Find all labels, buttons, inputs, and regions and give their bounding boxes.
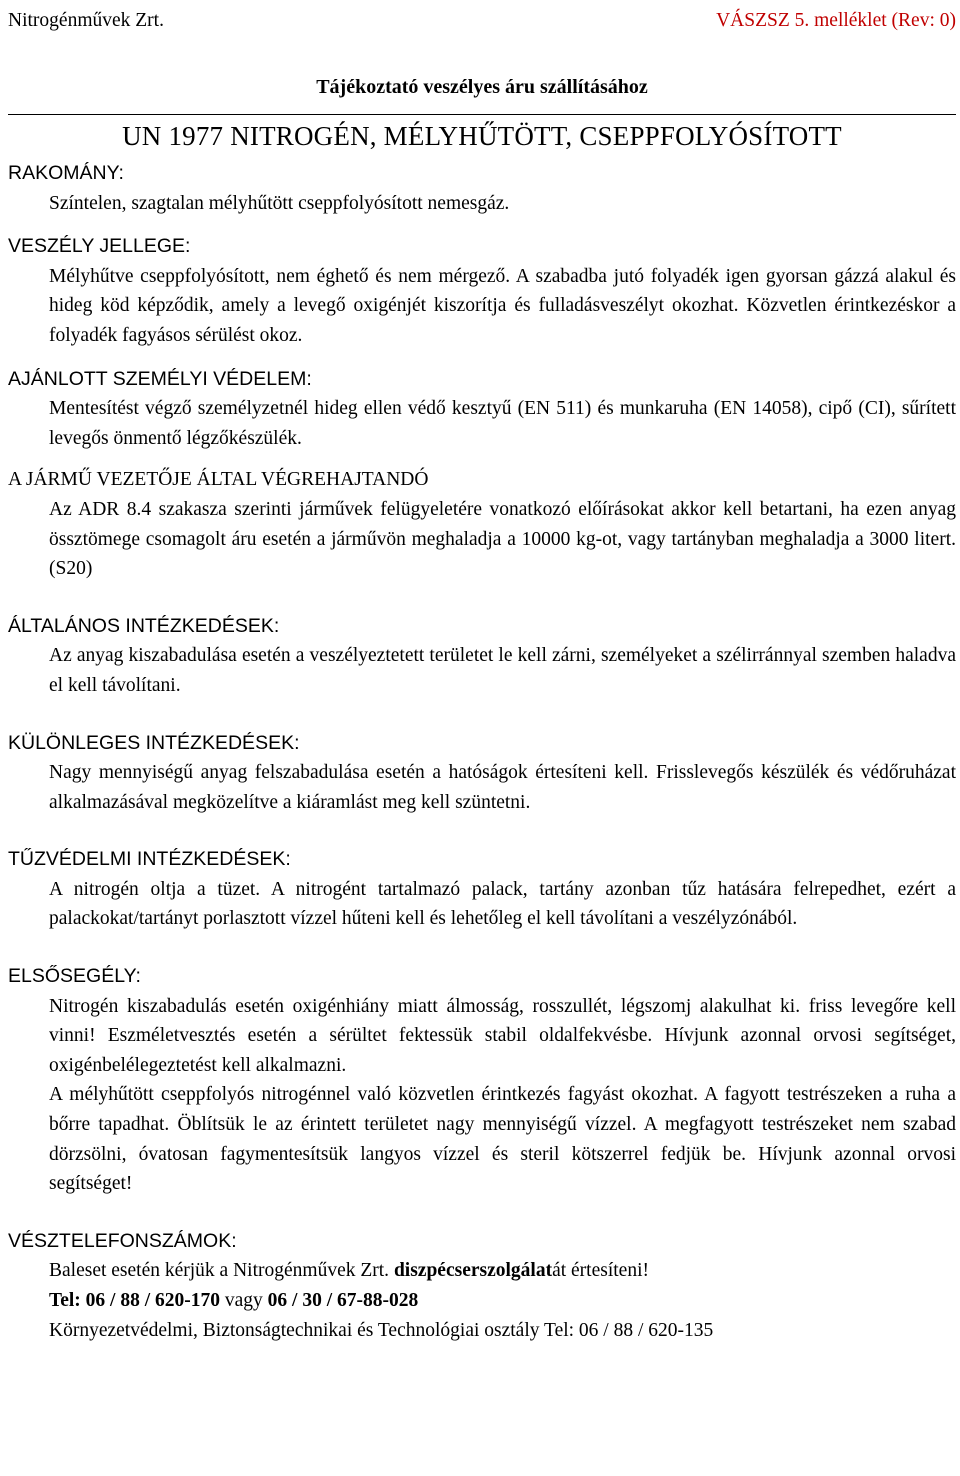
section-heading-altalanos: ÁLTALÁNOS INTÉZKEDÉSEK: <box>8 614 280 637</box>
dispatcher-service: diszpécserszolgálat <box>393 1260 553 1282</box>
document-title: Tájékoztató veszélyes áru szállításához <box>316 76 648 98</box>
page-header <box>8 2 956 40</box>
section-heading-jarmu: A JÁRMŰ VEZETŐJE ÁLTAL VÉGREHAJTANDÓ <box>8 469 429 491</box>
phone-number-secondary: 06 / 30 / 67-88-028 <box>267 1290 419 1311</box>
title-divider <box>8 114 956 115</box>
section-body-altalanos <box>49 641 956 700</box>
elsosegely-text-2: A mélyhűtött cseppfolyós nitrogénnel való közvetlen érintkezés fagyást okozhat. A fagyott testrészeken a ruha a bőrre tapadhat. Öblítsük le az érintett területet nagy mennyiségű vízzel. A megfagyott testrészeket nem szabad dörzsölni, óvatosan fagymentesítsük langyos vízzel és steril kötszerrel fedjük be. Hívjunk azonnal orvosi segítséget! <box>49 1084 956 1195</box>
contact-intro-text: Baleset esetén kérjük a Nitrogénművek Zrt. <box>49 1260 394 1282</box>
emergency-phone-line <box>49 1286 956 1316</box>
jarmu-text: Az ADR 8.4 szakasza szerinti járművek felügyeletére vonatkozó előírásokat akkor kell betartani, ha ezen anyag össztömege csomagolt áru esetén a járművön meghaladja a 10000 kg-ot, vagy tartányban meghaladja a 3000 litert. (S20) <box>49 498 956 580</box>
document-page <box>8 2 956 1345</box>
phone-separator: vagy <box>220 1290 268 1311</box>
section-body-tuzvedelmi <box>49 875 956 934</box>
section-body-rakomany <box>49 189 956 219</box>
contact-outro-text: át értesíteni! <box>552 1260 649 1282</box>
emergency-contact-line <box>49 1256 956 1286</box>
section-body-veszely <box>49 262 956 351</box>
section-body-kulonleges <box>49 758 956 817</box>
section-heading-rakomany: RAKOMÁNY: <box>8 162 124 184</box>
rakomany-text: Színtelen, szagtalan mélyhűtött cseppfolyósított nemesgáz. <box>49 192 510 214</box>
vedelem-text: Mentesítést végző személyzetnél hideg ellen védő kesztyű (EN 511) és munkaruha (EN 14058), cipő (CI), sűrített levegős önmentő légzőkészülék. <box>49 398 956 449</box>
company-name: Nitrogénművek Zrt. <box>8 10 164 31</box>
section-heading-vedelem: AJÁNLOTT SZEMÉLYI VÉDELEM: <box>8 367 312 390</box>
section-heading-telefon: VÉSZTELEFONSZÁMOK: <box>8 1229 237 1252</box>
section-body-jarmu <box>49 495 956 584</box>
section-body-elsosegely <box>49 992 956 1199</box>
altalanos-text: Az anyag kiszabadulása esetén a veszélyeztetett területet le kell zárni, személyeket a szélirránnyal szemben haladva el kell távolítani. <box>49 645 956 696</box>
phone-number-primary: Tel: 06 / 88 / 620-170 <box>49 1290 220 1311</box>
section-heading-tuzvedelmi: TŰZVÉDELMI INTÉZKEDÉSEK: <box>8 848 291 871</box>
veszely-text: Mélyhűtve cseppfolyósított, nem éghető és nem mérgező. A szabadba jutó folyadék igen gyorsan gázzá alakul és hideg köd képződik, amely a levegő oxigénjét kiszorítja és fulladásveszélyt okozhat. Közvetlen érintkezéskor a folyadék fagyásos sérülést okoz. <box>49 265 956 346</box>
document-reference: VÁSZSZ 5. melléklet (Rev: 0) <box>716 10 956 31</box>
section-body-telefon <box>49 1256 956 1345</box>
section-body-vedelem <box>49 394 956 453</box>
section-heading-kulonleges: KÜLÖNLEGES INTÉZKEDÉSEK: <box>8 731 300 754</box>
un-number-title: UN 1977 NITROGÉN, MÉLYHŰTÖTT, CSEPPFOLYÓSÍTOTT <box>122 121 842 151</box>
department-phone-line: Környezetvédelmi, Biztonságtechnikai és Technológiai osztály Tel: 06 / 88 / 620-135 <box>49 1319 714 1341</box>
kulonleges-text: Nagy mennyiségű anyag felszabadulása esetén a hatóságok értesíteni kell. Frisslevegős készülék és védőruházat alkalmazásával megközelítve a kiáramlást meg kell szüntetni. <box>49 762 956 813</box>
section-heading-elsosegely: ELSŐSEGÉLY: <box>8 965 141 988</box>
tuzvedelmi-text: A nitrogén oltja a tüzet. A nitrogént tartalmazó palack, tartány azonban tűz hatására felrepedhet, ezért a palackokat/tartányt porlasztott vízzel hűteni kell és lehetőleg el kell távolítani a veszélyzónából. <box>49 878 956 930</box>
elsosegely-text-1: Nitrogén kiszabadulás esetén oxigénhiány miatt álmosság, rosszullét, légszomj alakulhat ki. friss levegőre kell vinni! Eszméletvesztés esetén a sérültet fektessük stabil oldalfekvésbe. Hívjunk azonnal orvosi segítséget, oxigénbelélegeztetést kell alkalmazni. <box>49 995 956 1076</box>
section-heading-veszely: VESZÉLY JELLEGE: <box>8 235 191 258</box>
